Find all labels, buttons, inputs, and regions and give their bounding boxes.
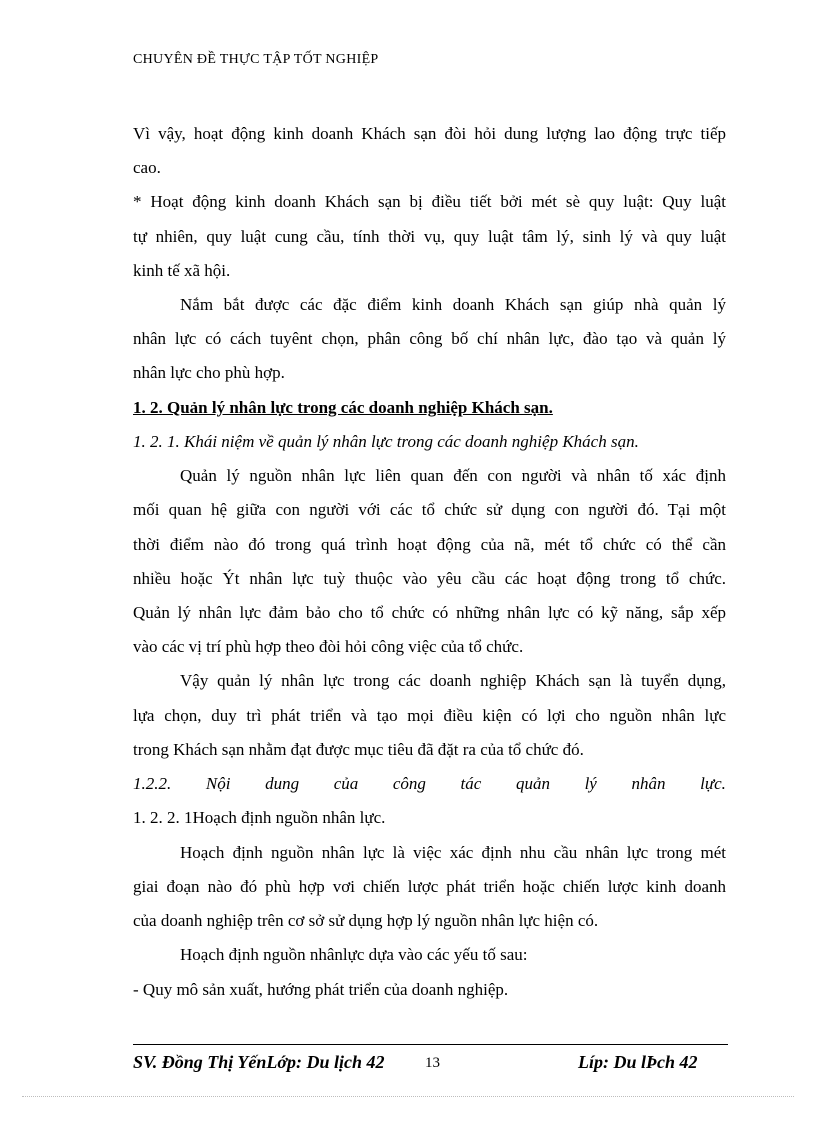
footer-student: SV. Đồng Thị YếnLớp: Du lịch 42 [133,1052,385,1072]
body-line: vào các vị trí phù hợp theo đòi hỏi công việc của tổ chức. [133,637,524,656]
body-line: giai đoạn nào đó phù hợp vơi chiến lược phát triển hoặc chiến lược kinh doanh [133,877,726,896]
body-line: cao. [133,158,161,177]
body-line: * Hoạt động kinh doanh Khách sạn bị điều tiết bởi mét sè quy luật: Quy luật [133,192,726,211]
body-line: nhân lực có cách tuyênt chọn, phân công bố chí nhân lực, đào tạo và quản lý [133,329,726,348]
footer-page-number: 13 [425,1055,440,1071]
heading-word: nhân [631,774,666,793]
footer-rule [133,1044,728,1045]
footer-class: Líp: Du lÞch 42 [578,1052,698,1072]
subsection-heading-122 [133,774,726,794]
body-line: kinh tế xã hội. [133,261,231,280]
section-heading: 1. 2. Quản lý nhân lực trong các doanh nghiệp Khách sạn. [133,398,553,417]
heading-word: lực. [700,774,726,793]
body-line: nhân lực cho phù hợp. [133,363,285,382]
body-line: Hoạch định nguồn nhânlực dựa vào các yếu tố sau: [180,945,528,964]
page-header: CHUYÊN ĐỀ THỰC TẬP TỐT NGHIỆP [133,52,379,67]
page-edge [22,1096,794,1097]
body-line: của doanh nghiệp trên cơ sở sử dụng hợp lý nguồn nhân lực hiện có. [133,911,599,930]
body-line: Hoạch định nguồn nhân lực là việc xác định nhu cầu nhân lực trong mét [180,843,726,862]
heading-word: lý [584,774,597,793]
body-line: Nắm bắt được các đặc điểm kinh doanh Khách sạn giúp nhà quản lý [180,295,726,314]
subsection-heading: 1. 2. 2. 1Hoạch định nguồn nhân lực. [133,808,386,827]
heading-word: 1.2.2. [133,774,172,793]
heading-word: của [333,774,359,793]
body-line: tự nhiên, quy luật cung cầu, tính thời vụ, quy luật tâm lý, sinh lý và quy luật [133,227,726,246]
body-line: thời điểm nào đó trong quá trình hoạt động của nã, mét tổ chức có thể cần [133,535,726,554]
body-line: Vì vậy, hoạt động kinh doanh Khách sạn đòi hỏi dung lượng lao động trực tiếp [133,124,726,143]
list-item: - Quy mô sản xuất, hướng phát triển của doanh nghiệp. [133,980,509,999]
heading-word: Nội [205,774,231,793]
body-line: mối quan hệ giữa con người với các tổ chức sử dụng con người đó. Tại một [133,500,726,519]
body-line: nhiều hoặc Ýt nhân lực tuỳ thuộc vào yêu cầu các hoạt động trong tổ chức. [133,569,726,588]
heading-word: công [392,774,426,793]
body-line: lựa chọn, duy trì phát triển và tạo mọi điều kiện có lợi cho nguồn nhân lực [133,706,726,725]
subsection-heading: 1. 2. 1. Khái niệm về quản lý nhân lực trong các doanh nghiệp Khách sạn. [133,432,639,451]
heading-word: dung [265,774,300,793]
body-line: trong Khách sạn nhằm đạt được mục tiêu đã đặt ra của tổ chức đó. [133,740,584,759]
heading-word: quản [515,774,550,793]
heading-word: tác [460,774,482,793]
body-line: Quản lý nhân lực đảm bảo cho tổ chức có những nhân lực có kỹ năng, sắp xếp [133,603,726,622]
body-line: Quản lý nguồn nhân lực liên quan đến con người và nhân tố xác định [180,466,726,485]
body-line: Vậy quản lý nhân lực trong các doanh nghiệp Khách sạn là tuyển dụng, [180,671,726,690]
